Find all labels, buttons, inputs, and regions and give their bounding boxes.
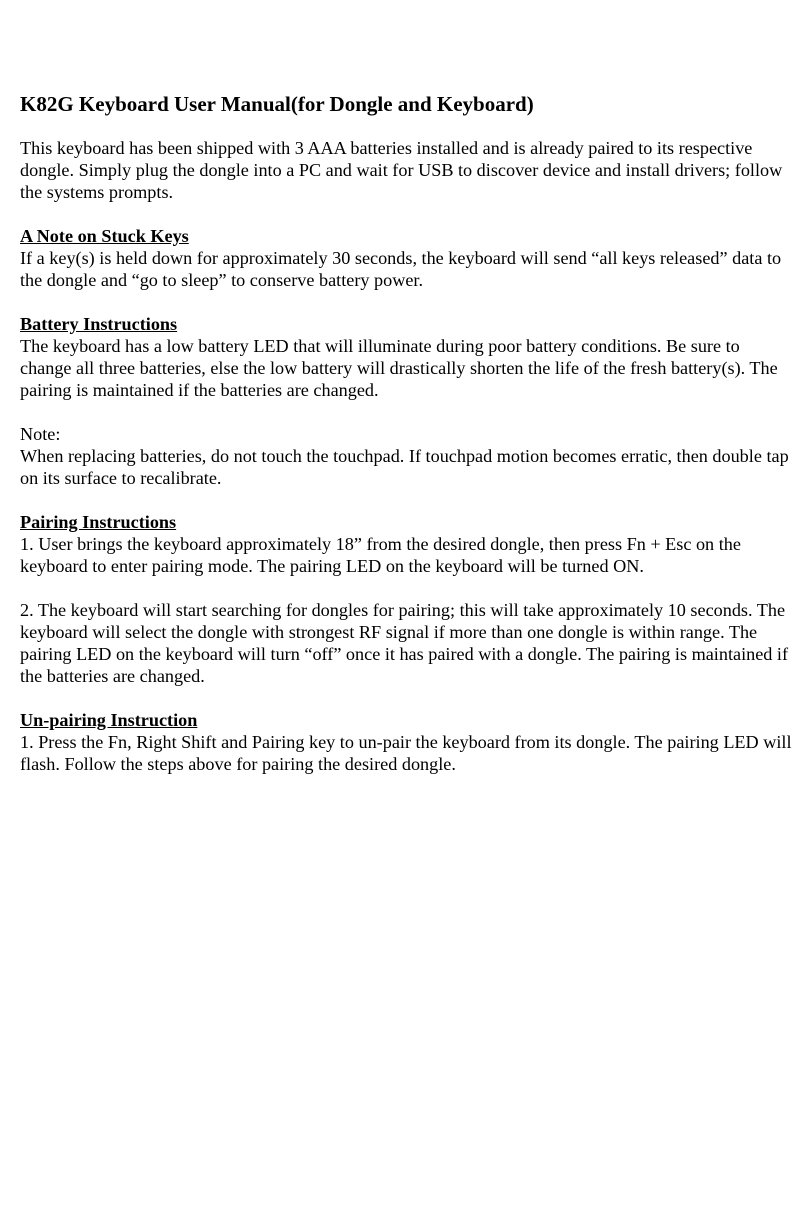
note-label: Note: [20,424,61,444]
battery-heading: Battery Instructions [20,314,178,334]
note-section [20,423,795,489]
page-title: K82G Keyboard User Manual(for Dongle and Keyboard) [20,92,534,116]
unpairing-section [20,709,795,775]
stuck-keys-text: If a key(s) is held down for approximately 30 seconds, the keyboard will send “all keys released” data to the dongle and “go to sleep” to conserve battery power. [20,248,782,290]
stuck-keys-heading: A Note on Stuck Keys [20,226,189,246]
unpairing-step-1: 1. Press the Fn, Right Shift and Pairing key to un-pair the keyboard from its dongle. The pairing LED will flash. Follow the steps above for pairing the desired dongle. [20,732,792,774]
intro-paragraph: This keyboard has been shipped with 3 AAA batteries installed and is already paired to its respective dongle. Simply plug the dongle into a PC and wait for USB to discover device and install drivers; follow the systems prompts. [20,138,783,202]
note-text: When replacing batteries, do not touch the touchpad. If touchpad motion becomes erratic, then double tap on its surface to recalibrate. [20,446,789,488]
battery-text: The keyboard has a low battery LED that will illuminate during poor battery conditions. Be sure to change all three batteries, else the low battery will drastically shorten the life of the fresh battery(s). The pairing is maintained if the batteries are changed. [20,336,778,400]
manual-page [20,90,795,797]
battery-section [20,313,795,401]
pairing-section [20,511,795,577]
pairing-step-2: 2. The keyboard will start searching for dongles for pairing; this will take approximately 10 seconds. The keyboard will select the dongle with strongest RF signal if more than one dongle is within range. The pairing LED on the keyboard will turn “off” once it has paired with a dongle. The pairing is maintained if the batteries are changed. [20,600,789,686]
pairing-heading: Pairing Instructions [20,512,177,532]
stuck-keys-section [20,225,795,291]
unpairing-heading: Un-pairing Instruction [20,710,198,730]
pairing-step-1: 1. User brings the keyboard approximately 18” from the desired dongle, then press Fn + Esc on the keyboard to enter pairing mode. The pairing LED on the keyboard will be turned ON. [20,534,741,576]
